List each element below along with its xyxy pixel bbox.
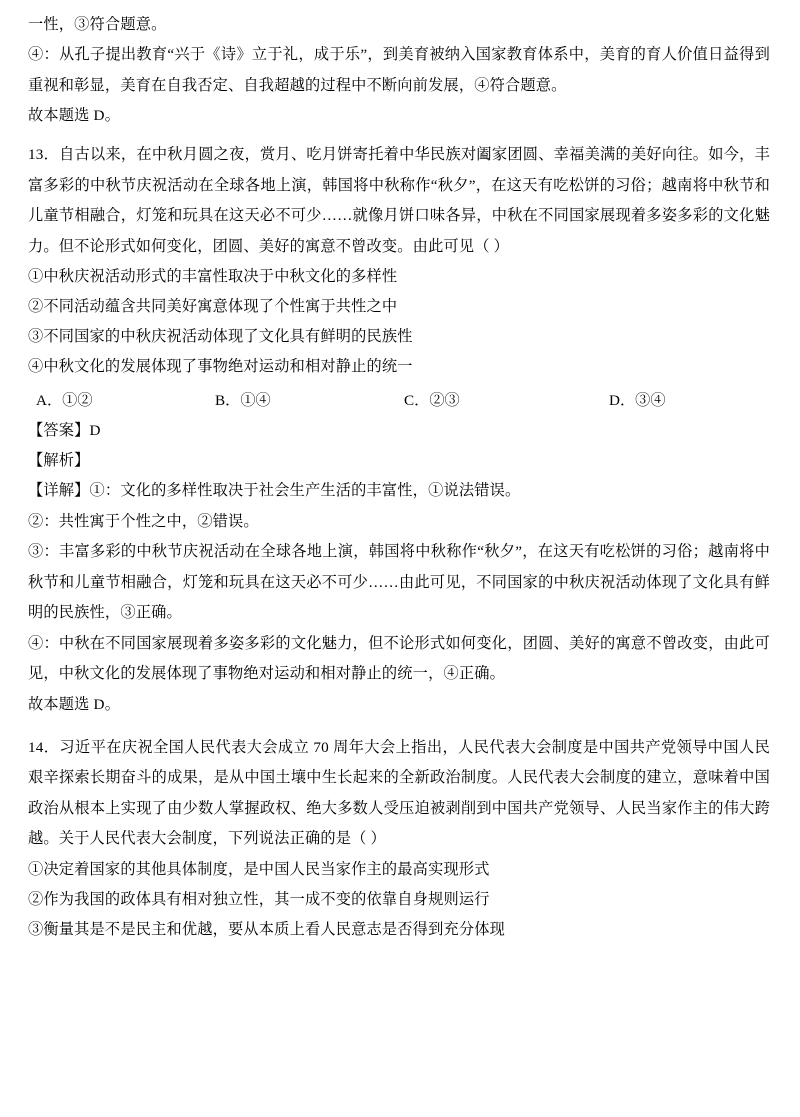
question-13-detail-4: ④：中秋在不同国家展现着多姿多彩的文化魅力，但不论形式如何变化，团圆、美好的寓意不曾改变，由此可见，中秋文化的发展体现了事物绝对运动和相对静止的统一，④正确。: [28, 634, 770, 682]
fragment-line-3: 故本题选 D。: [28, 107, 121, 124]
question-13-item-1: ①中秋庆祝活动形式的丰富性取决于中秋文化的多样性: [28, 268, 398, 285]
section-spacer: [28, 131, 770, 138]
question-13-item-2: ②不同活动蕴含共同美好寓意体现了个性寓于共性之中: [28, 298, 398, 315]
question-13-analysis-label: 【解析】: [28, 452, 90, 469]
fragment-line-2: ④：从孔子提出教育“兴于《诗》立于礼，成于乐”，到美育被纳入国家教育体系中，美育的育人价值日益得到重视和彰显，美育在自我否定、自我超越的过程中不断向前发展，④符合题意。: [28, 46, 770, 94]
question-13-answer: 【答案】D: [28, 422, 101, 439]
option-a[interactable]: A．①②: [36, 392, 93, 409]
question-spacer: [28, 720, 770, 731]
question-13: [28, 140, 770, 720]
question-14-stem: 14．习近平在庆祝全国人民代表大会成立 70 周年大会上指出，人民代表大会制度是中国共产党领导中国人民艰辛探索长期奋斗的成果，是从中国土壤中生长起来的全新政治制度。人民代表大会制度的建立，意味着中国政治从根本上实现了由少数人掌握政权、绝大多数人受压迫被剥削到中国共产党领导、人民当家作主的伟大跨越。关于人民代表大会制度，下列说法正确的是（ ）: [28, 738, 770, 847]
question-14-item-2: ②作为我国的政体具有相对独立性，其一成不变的依靠自身规则运行: [28, 890, 490, 908]
question-14-item-3: ③衡量其是不是民主和优越，要从本质上看人民意志是否得到充分体现: [28, 920, 506, 938]
question-14-item-1: ①决定着国家的其他具体制度，是中国人民当家作主的最高实现形式: [28, 860, 490, 878]
option-d[interactable]: D．③④: [609, 392, 666, 409]
option-c[interactable]: C．②③: [404, 392, 460, 409]
question-13-stem: 13．自古以来，在中秋月圆之夜，赏月、吃月饼寄托着中华民族对阖家团圆、幸福美满的美好向往。如今，丰富多彩的中秋节庆祝活动在全球各地上演，韩国将中秋称作“秋夕”，在这天有吃松饼的习俗；越南将中秋节和儿童节相融合，灯笼和玩具在这天必不可少……就像月饼口味各异，中秋在不同国家展现着多姿多彩的文化魅力。但不论形式如何变化，团圆、美好的寓意不曾改变。由此可见（ ）: [28, 146, 770, 255]
question-14: [28, 733, 770, 945]
question-13-detail-2: ②：共性寓于个性之中，②错误。: [28, 512, 259, 530]
question-13-item-4: ④中秋文化的发展体现了事物绝对运动和相对静止的统一: [28, 358, 413, 375]
option-b[interactable]: B．①④: [215, 392, 271, 409]
question-13-conclusion: 故本题选 D。: [28, 695, 121, 713]
question-13-item-3: ③不同国家的中秋庆祝活动体现了文化具有鲜明的民族性: [28, 328, 413, 345]
fragment-line-1: 一性，③符合题意。: [28, 16, 167, 33]
question-13-detail-1: 【详解】①：文化的多样性取决于社会生产生活的丰富性，①说法错误。: [28, 482, 521, 499]
question-13-options: [28, 386, 770, 416]
question-13-detail-3: ③：丰富多彩的中秋节庆祝活动在全球各地上演，韩国将中秋称作“秋夕”，在这天有吃松饼的习俗；越南将中秋节和儿童节相融合，灯笼和玩具在这天必不可少……由此可见，不同国家的中秋庆祝活动体现了文化具有鲜明的民族性，③正确。: [28, 543, 770, 621]
